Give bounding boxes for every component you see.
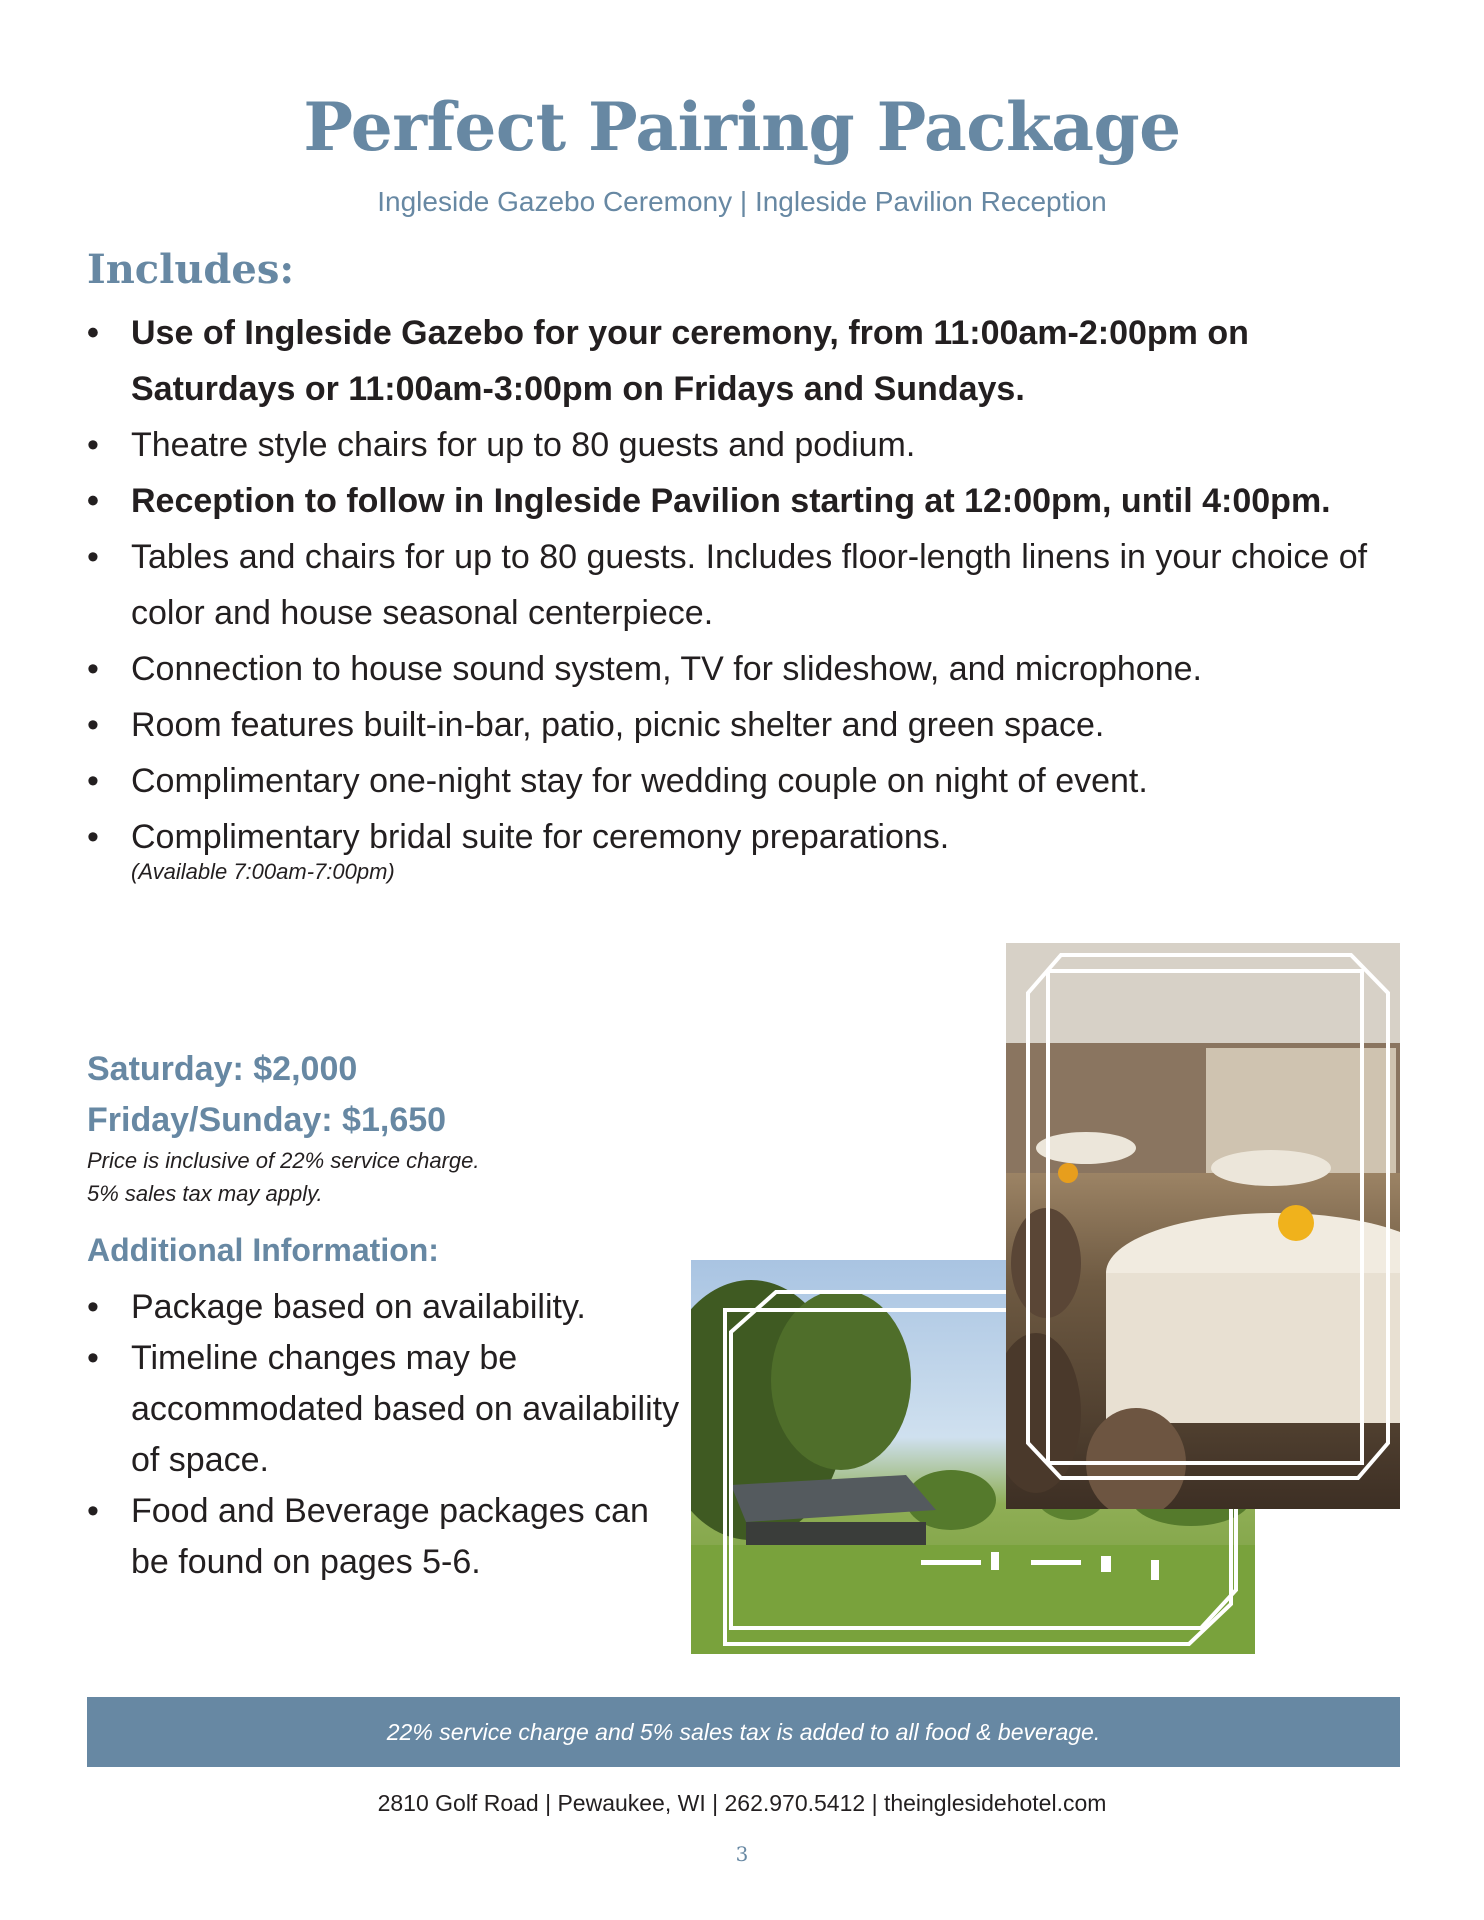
list-item-text: Complimentary bridal suite for ceremony preparations. (131, 818, 950, 856)
includes-list (87, 305, 1387, 885)
list-item-text: Room features built-in-bar, patio, picnic shelter and green space. (131, 706, 1105, 744)
additional-info-heading: Additional Information: (87, 1232, 439, 1268)
ceiling (1006, 943, 1400, 1043)
includes-heading: Includes: (87, 246, 295, 293)
list-item (87, 1333, 687, 1486)
list-item (87, 473, 1387, 529)
list-item (87, 529, 1387, 641)
table-shape (921, 1560, 981, 1565)
list-item-text: Reception to follow in Ingleside Pavilion starting at 12:00pm, until 4:00pm. (131, 482, 1331, 520)
round-table (1036, 1132, 1136, 1164)
list-item-text: Complimentary one-night stay for wedding couple on night of event. (131, 762, 1148, 800)
table-shape (1031, 1560, 1081, 1565)
list-item (87, 305, 1387, 417)
price-note-service-charge: Price is inclusive of 22% service charge. (87, 1148, 480, 1173)
tablecloth (1106, 1273, 1400, 1423)
chair-shape (1086, 1408, 1186, 1509)
price-note-sales-tax: 5% sales tax may apply. (87, 1181, 323, 1206)
list-item-text: Theatre style chairs for up to 80 guests and podium. (131, 426, 916, 464)
list-item (87, 641, 1387, 697)
sunflower-centerpiece (1058, 1163, 1078, 1183)
list-item (87, 1486, 687, 1588)
chair-shape (1006, 1333, 1081, 1493)
contact-info: 2810 Golf Road | Pewaukee, WI | 262.970.5412 | theinglesidehotel.com (377, 1790, 1107, 1816)
service-charge-banner (87, 1697, 1400, 1767)
ballroom-illustration (1006, 943, 1400, 1509)
list-item (87, 697, 1387, 753)
table-shape (991, 1552, 999, 1570)
list-item-text: Food and Beverage packages can be found on pages 5-6. (131, 1492, 649, 1581)
page-number: 3 (735, 1842, 749, 1866)
list-item-text: Connection to house sound system, TV for slideshow, and microphone. (131, 650, 1202, 688)
list-item-text: Package based on availability. (131, 1288, 586, 1326)
sunflower-centerpiece (1278, 1205, 1314, 1241)
page-subtitle: Ingleside Gazebo Ceremony | Ingleside Pavilion Reception (377, 186, 1107, 217)
list-item-text: Tables and chairs for up to 80 guests. Includes floor-length linens in your choice of color and house seasonal centerpiece. (131, 538, 1368, 632)
page-title: Perfect Pairing Package (303, 88, 1181, 166)
list-item (87, 1282, 687, 1333)
service-charge-banner-text: 22% service charge and 5% sales tax is added to all food & beverage. (386, 1718, 1101, 1745)
list-item (87, 809, 1387, 885)
list-item (87, 417, 1387, 473)
additional-info-list (87, 1282, 687, 1588)
availability-note: (Available 7:00am-7:00pm) (131, 859, 395, 884)
tree-shape (771, 1290, 911, 1470)
table-shape (1101, 1556, 1111, 1572)
list-item-text: Use of Ingleside Gazebo for your ceremony, from 11:00am-2:00pm on Saturdays or 11:00am-3:00pm on Fridays and Sundays. (131, 314, 1249, 408)
friday-sunday-price: Friday/Sunday: $1,650 (87, 1101, 447, 1139)
ballroom-photo (1006, 943, 1400, 1509)
saturday-price: Saturday: $2,000 (87, 1050, 358, 1088)
round-table (1211, 1150, 1331, 1186)
table-shape (1151, 1560, 1159, 1580)
list-item-text: Timeline changes may be accommodated based on availability of space. (131, 1339, 680, 1479)
list-item (87, 753, 1387, 809)
